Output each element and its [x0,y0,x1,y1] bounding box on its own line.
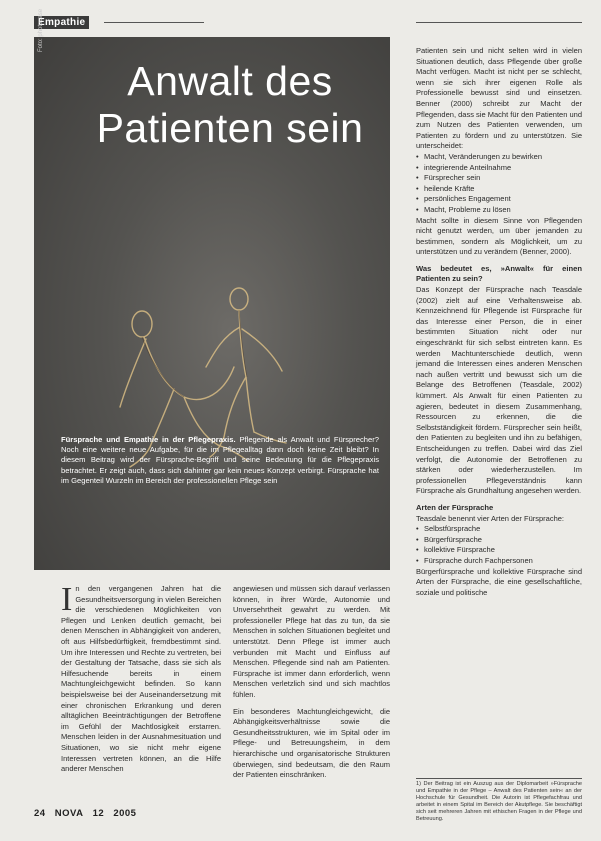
middle-column-text-2: Ein besonderes Machtungleichgewicht, die Abhängigkeitsverhältnisse sowie die Gesundheitsstrukturen, wie im Spital oder im Pflege- und Betreuungsheim, in dem hierarchische und organisatorische Strukturen überwiegen, sind bedeutsam, die den Raum der Patienten einschränken. [233,706,390,780]
list-item: • integrierende Anteilnahme [416,163,582,174]
list-item: • kollektive Fürsprache [416,545,582,556]
right-column-intro: Patienten sein und nicht selten wird in vielen Situationen deutlich, dass Pflegende über große Macht verfügen. Macht ist nicht per se schlecht, wenn sie sich ihrer eigenen Rolle als Professionelle bewusst sind und einsetzen. Benner (2000) schreibt zur Macht der Pflegenden, dass sie Macht für den Patienten und zum Nutzen des Patienten verwenden, um Patienten zu fördern und zu unterstützen. Sie unterscheidet: [416,46,582,151]
drop-cap: I [61,581,73,618]
list-item: • Macht, Veränderungen zu bewirken [416,152,582,163]
caption-lead: Fürsprache und Empathie in der Pflegepraxis. [61,435,236,444]
photo-caption [61,435,379,486]
body-column-middle [233,584,390,781]
list-item: • Macht, Probleme zu lösen [416,205,582,216]
list-item: • Fürsprecher sein [416,173,582,184]
middle-column-text-1: angewiesen und müssen sich darauf verlassen können, in ihrer Würde, Autonomie und Unversehrtheit gewahrt zu werden. Mit professioneller Pflege hat das zu tun, da sie Menschen in solchen Situationen begleitet und unterstützt. Denn Pflege ist immer auch verbunden mit Macht und Einfluss auf Menschen. Pflegende sind nah am Patienten. Fürsprache ist immer dann erforderlich, wenn Menschen verletzlich sind und sich machtlos fühlen. [233,584,390,699]
header-rule-right [416,22,582,23]
right-column-paragraph-1: Das Konzept der Fürsprache nach Teasdale (2002) zielt auf eine Verhaltensweise ab. Kennzeichnend für Pflegende ist Fürsprache für das Interesse einer Person, die in einer bestimmten Situation nicht oder nur eingeschränkt für sich selbst eintreten kann. Es werden Machtunterschiede deutlich, wenn jemand die Interessen eines anderen Menschen nach außen vertritt und bewusst sich um die Belange des Betroffenen (Teasdale, 2002) kümmert. Als Anwalt für einen Patienten zu agieren, bedeutet in diesem Zusammenhang, Ressourcen zu erkennen, die die Selbstständigkeit fördern. Fürsprecher sein heißt, den Patienten zu begleiten und ihn zu befähigen, Entscheidungen zu treffen. Dabei wird das Ziel verfolgt, die Autonomie der Betroffenen zu stärken oder wiederherzustellen. Im professionellen Pflegeverständnis kann Fürsprache als Grundhaltung angesehen werden. [416,285,582,496]
advocacy-types-list [416,524,582,566]
power-list [416,152,582,216]
issue-year: 2005 [113,808,137,819]
subheading-anwalt: Was bedeutet es, »Anwalt« für einen Patienten zu sein? [416,263,582,284]
page-folio [34,808,142,819]
list-item: • persönliches Engagement [416,194,582,205]
page-number: 24 [34,808,46,819]
left-column-text: n den vergangenen Jahren hat die Gesundheitsversorgung in vielen Bereichen die verschiedenen Möglichkeiten von Pflegen und Lenken deutlich gemacht, bei denen Menschen in Abhängigkeit von anderen, oft aus Hilfsbedürftigkeit, fremdbestimmt sind. Um ihre Interessen und Rechte zu vertreten, bei der Gestaltung der Tatsache, dass sie sich als Hilfesuchende bereits in einem Machtungleichgewicht befinden. So kann beispielsweise bei der Auseinandersetzung mit einer chronischen Erkrankung und deren alltäglichen Beeinträchtigungen der Betroffene im Gefühl der Machtlosigkeit erstarren. Menschen leiden in der Ausnahmesituation und Situationen, wo sie nicht mehr eigene Interessen vertreten können, an die Hilfe anderer Menschen [61,584,221,774]
body-column-right [416,46,582,598]
photo-credit: Foto: photocase [38,8,44,52]
right-column-paragraph-2: Teasdale benennt vier Arten der Fürsprache: [416,513,565,523]
list-item: • Selbstfürsprache [416,524,582,535]
footnote: 1) Der Beitrag ist ein Auszug aus der Diplomarbeit »Fürsprache und Empathie in der Pflege – Anwalt des Patienten sein« an der Hochschule für Gesundheit. Die Autorin ist Pflegefachfrau und arbeitet in einem Spital im Bereich der Akutpflege. Sie beschäftigt sich seit mehreren Jahren mit ethischen Fragen in der Pflege und Betreuung. [416,778,582,824]
subheading-arten: Arten der Fürsprache [416,502,494,512]
magazine-name: NOVA [54,808,84,819]
caption-text: Pflegende als Anwalt und Fürsprecher? Noch eine weitere neue Aufgabe, für die im Pflegealltag dann doch keine Zeit bleibt? In diesem Beitrag wird der Fürsprache-Begriff und seine Bedeutung für die Pflegepraxis betrachtet. Er zeigt auch, dass sich dahinter gar kein neues Konzept verbirgt. Fürsprache hat im Gegenteil Wurzeln im Bereich der professionellen Pflege sein [61,435,379,485]
article-title [70,58,390,152]
section-tag: Empathie [34,16,89,29]
list-item: • heilende Kräfte [416,184,582,195]
body-column-left [61,581,221,775]
right-column-after-list: Macht sollte in diesem Sinne von Pflegenden nicht genutzt werden, um über jemanden zu bestimmen, sondern als Möglichkeit, um zu unterstützen und zu verändern (Benner, 2000). [416,215,582,257]
header-rule-left [104,22,204,23]
issue-number: 12 [92,808,105,819]
right-column-paragraph-3: Bürgerfürsprache und kollektive Fürsprache sind Arten der Fürsprache, die eine gesellschaftliche, soziale und politische [416,566,582,597]
title-line-1: Anwalt des [127,58,333,104]
title-line-2: Patienten sein [96,105,364,151]
list-item: • Bürgerfürsprache [416,535,582,546]
list-item: • Fürsprache durch Fachpersonen [416,556,582,567]
